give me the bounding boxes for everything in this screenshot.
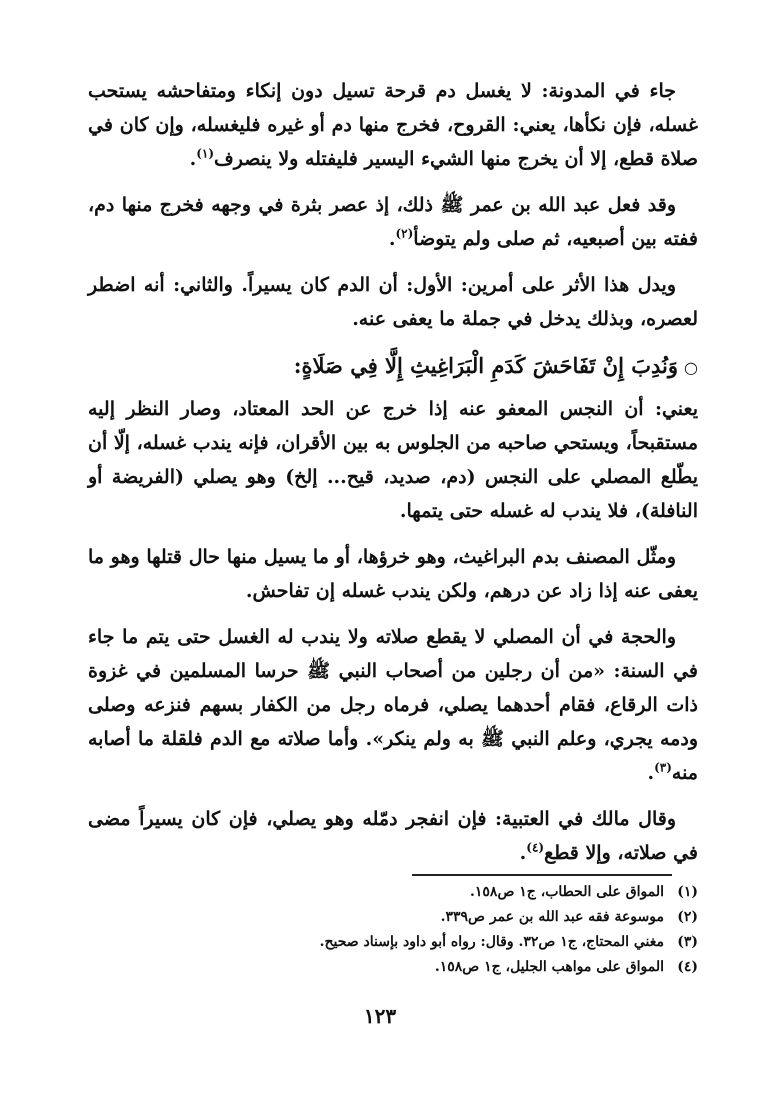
paragraph-explanation bbox=[88, 392, 698, 528]
page-number: ١٢٣ bbox=[363, 1004, 397, 1028]
footnotes bbox=[88, 880, 698, 980]
paragraph-ibn-umar bbox=[88, 188, 698, 256]
paragraph-tail: . bbox=[189, 148, 197, 170]
paragraph-text: وقال مالك في العتبية: فإن انفجر دمّله وهو يصلي، فإن كان يسيراً مضى في صلاته، وإلا قطع bbox=[88, 808, 698, 864]
footnote-text: المواق على مواهب الجليل، ج١ ص١٥٨. bbox=[434, 959, 664, 975]
paragraph-text: ومثّل المصنف بدم البراغيث، وهو خرؤها، أو ما يسيل منها حال قتلها وهو ما يعفى عنه إذا زاد عن درهم، ولكن يندب غسله إن تفاحش. bbox=[88, 546, 698, 602]
footnote-item bbox=[88, 905, 698, 930]
footnote-number: (٣) bbox=[677, 934, 698, 950]
footnote-number: (٢) bbox=[677, 909, 698, 925]
footnote-item bbox=[88, 930, 698, 955]
footnote-item bbox=[88, 955, 698, 980]
paragraph-tail: . bbox=[388, 228, 396, 250]
footnote-divider bbox=[412, 874, 672, 876]
paragraph-text: جاء في المدونة: لا يغسل دم قرحة تسيل دون إنكاء ومتفاحشه يستحب غسله، فإن نكأها، يعني: القروح، فخرج منها دم أو غيره فليغسله، وإن كان في صلاة قطع، إلا أن يخرج منها الشيء اليسير فليفتله ولا ينصرف bbox=[88, 80, 698, 170]
matn-line bbox=[88, 348, 698, 386]
footnote-ref: (١) bbox=[196, 146, 215, 161]
footnote-ref: (٢) bbox=[395, 226, 414, 241]
paragraph-fleas bbox=[88, 540, 698, 608]
footnote-item bbox=[88, 880, 698, 905]
footnote-ref: (٣) bbox=[654, 760, 672, 775]
circle-marker-icon: ○ bbox=[684, 358, 698, 377]
main-text bbox=[88, 74, 698, 882]
matn-text: وَنُدِبَ إِنْ تَفَاحَشَ كَدَمِ الْبَرَاغِيثِ إِلَّا فِي صَلَاةٍ: bbox=[293, 353, 679, 378]
footnote-text: مغني المحتاج، ج١ ص٣٢. وقال: رواه أبو داود بإسناد صحيح. bbox=[319, 934, 664, 950]
paragraph-text: والحجة في أن المصلي لا يقطع صلاته ولا يندب له الغسل حتى يتم ما جاء في السنة: «من أن رجلين من أصحاب النبي ﷺ حرسا المسلمين في غزوة ذات الرقاع، فقام أحدهما يصلي، فرماه رجل من الكفار بسهم فنزعه وصلى ودمه يجري، وعلم النبي ﷺ به ولم ينكر». وأما صلاته مع الدم فلقلة ما أصابه منه bbox=[88, 626, 698, 784]
paragraph-evidence bbox=[88, 620, 698, 790]
footnote-number: (١) bbox=[677, 884, 698, 900]
paragraph-text: ويدل هذا الأثر على أمرين: الأول: أن الدم كان يسيراً. والثاني: أنه اضطر لعصره، وبذلك يدخل في جملة ما يعفى عنه. bbox=[88, 274, 698, 330]
paragraph-tail: . bbox=[647, 762, 655, 784]
paragraph-tail: . bbox=[519, 842, 527, 864]
paragraph-text: يعني: أن النجس المعفو عنه إذا خرج عن الحد المعتاد، وصار النظر إليه مستقبحاً، ويستحي صاحبه من الجلوس به بين الأقران، فإنه يندب غسله، إلّا أن يطّلع المصلي على النجس (دم، صديد، قيح... إلخ) وهو يصلي (الفريضة أو النافلة)، فلا يندب له غسله حتى يتمها. bbox=[88, 398, 698, 522]
footnote-text: المواق على الحطاب، ج١ ص١٥٨. bbox=[470, 884, 664, 900]
footnote-text: موسوعة فقه عبد الله بن عمر ص٣٣٩. bbox=[440, 909, 664, 925]
paragraph-two-matters bbox=[88, 268, 698, 336]
paragraph-mudawwana bbox=[88, 74, 698, 176]
paragraph-malik bbox=[88, 802, 698, 870]
paragraph-text: وقد فعل عبد الله بن عمر ﷺ ذلك، إذ عصر بثرة في وجهه فخرج منها دم، ففته بين أصبعيه، ثم صلى ولم يتوضأ bbox=[88, 194, 698, 250]
footnote-number: (٤) bbox=[677, 959, 698, 975]
footnote-ref: (٤) bbox=[526, 840, 545, 855]
